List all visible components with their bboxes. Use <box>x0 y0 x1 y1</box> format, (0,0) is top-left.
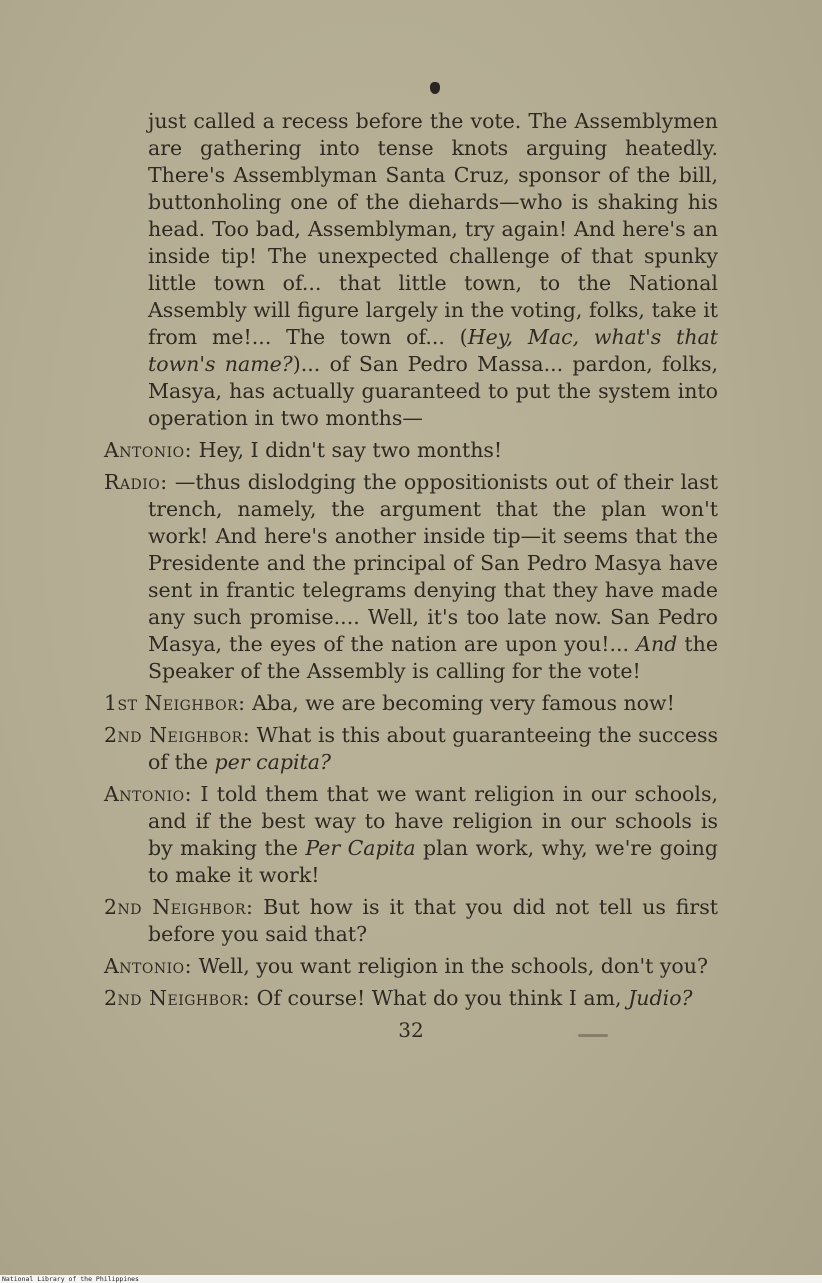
italic-text: per capita? <box>214 750 331 774</box>
dialogue-line <box>104 722 718 776</box>
dialogue-line <box>104 953 718 980</box>
line-text: Well, you want religion in the schools, don't you? <box>198 954 708 978</box>
dialogue-line <box>104 894 718 948</box>
speaker-name: Radio: <box>104 470 168 494</box>
ink-mark <box>430 82 440 94</box>
line-text: Aba, we are becoming very famous now! <box>252 691 675 715</box>
line-text: Hey, I didn't say two months! <box>198 438 503 462</box>
speaker-name: 2nd Neighbor: <box>104 723 251 747</box>
line-text: Of course! What do you think I am, <box>256 986 629 1010</box>
dialogue-line <box>104 437 718 464</box>
line-text: just called a recess before the vote. The Assemblymen are gathering into tense knots arguing heatedly. There's Assemblyman Santa Cruz, sponsor of the bill, buttonholing one of the diehards—who is shaking his head. Too bad, Assemblyman, try again! And here's an inside tip! The unexpected challenge of that spunky little town of... that little town, to the National Assembly will figure largely in the voting, folks, take it from me!... The town of... ( <box>148 109 718 349</box>
dialogue-line <box>104 985 718 1012</box>
speaker-name: 2nd Neighbor: <box>104 986 251 1010</box>
speaker-name: Antonio: <box>104 438 193 462</box>
dialogue-line <box>104 781 718 889</box>
italic-text: Judio? <box>628 986 693 1010</box>
page-number: 32 <box>398 1018 424 1042</box>
speaker-name: 1st Neighbor: <box>104 691 246 715</box>
speaker-name: 2nd Neighbor: <box>104 895 254 919</box>
line-text: I told them that we want religion in our schools, and if the best way to have religion in our schools is by making the <box>148 782 718 860</box>
italic-text: And <box>636 632 678 656</box>
dialogue-line <box>104 469 718 685</box>
line-text: —thus dislodging the oppositionists out of their last trench, namely, the argument that the plan won't work! And here's another inside tip—it seems that the Presidente and the principal of San Pedro Masya have sent in frantic telegrams denying that they have made any such promise.... Well, it's too late now. San Pedro Masya, the eyes of the nation are upon you!... <box>148 470 718 656</box>
ink-smudge <box>578 1034 608 1037</box>
speaker-name: Antonio: <box>104 782 193 806</box>
dialogue-text <box>104 108 718 1017</box>
line-text: plan work, why, we're going to make it work! <box>148 836 718 887</box>
line-text: the Speaker of the Assembly is calling for the vote! <box>148 632 718 683</box>
dialogue-line <box>104 690 718 717</box>
italic-text: Hey, Mac, what's that town's name? <box>148 325 718 376</box>
narration-paragraph <box>104 108 718 432</box>
line-text: But how is it that you did not tell us first before you said that? <box>148 895 718 946</box>
line-text: What is this about guaranteeing the success of the <box>148 723 718 774</box>
line-text: )... of San Pedro Massa... pardon, folks, Masya, has actually guaranteed to put the system into operation in two months— <box>148 352 718 430</box>
footer-watermark: National Library of the Philippines <box>0 1275 822 1283</box>
speaker-name: Antonio: <box>104 954 193 978</box>
italic-text: Per Capita <box>305 836 416 860</box>
